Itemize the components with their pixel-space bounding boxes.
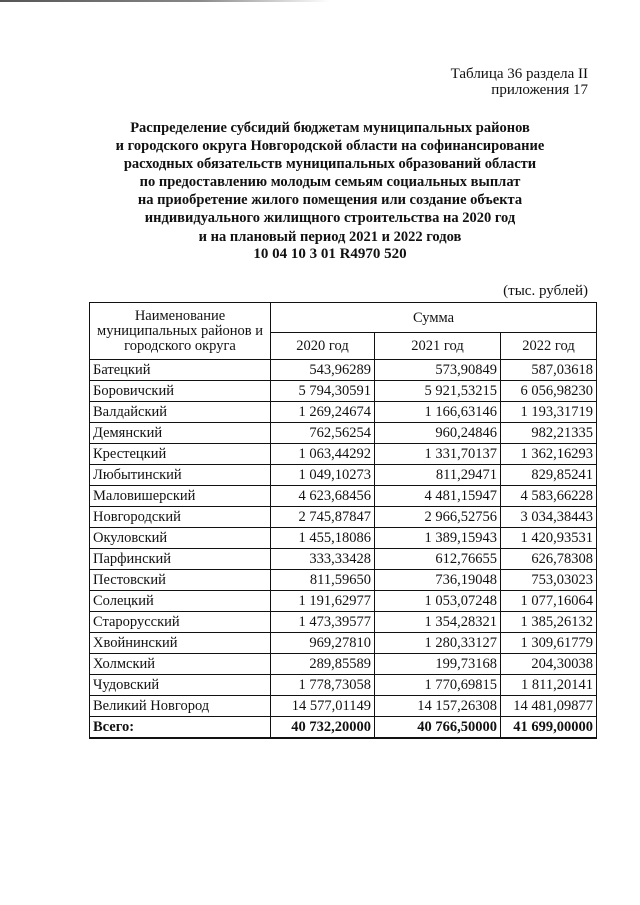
amount-cell-2022: 753,03023 [501, 570, 597, 591]
amount-cell-2022: 1 362,16293 [501, 444, 597, 465]
amount-cell-2022: 1 309,61779 [501, 633, 597, 654]
amount-cell-2021: 811,29471 [375, 465, 501, 486]
subsidy-table [89, 302, 597, 739]
district-name-cell: Валдайский [90, 402, 271, 423]
district-name-cell: Всего: [90, 717, 271, 739]
amount-cell-2021: 1 331,70137 [375, 444, 501, 465]
title-line: расходных обязательств муниципальных образований области [123, 156, 537, 173]
table-row [90, 507, 597, 528]
amount-cell-2020: 1 191,62977 [271, 591, 375, 612]
district-name-cell: Крестецкий [90, 444, 271, 465]
district-name-cell: Маловишерский [90, 486, 271, 507]
amount-cell-2021: 1 053,07248 [375, 591, 501, 612]
district-name-cell: Великий Новгород [90, 696, 271, 717]
amount-cell-2020: 1 455,18086 [271, 528, 375, 549]
amount-cell-2022: 626,78308 [501, 549, 597, 570]
amount-cell-2021: 40 766,50000 [375, 717, 501, 739]
amount-cell-2022: 1 077,16064 [501, 591, 597, 612]
column-header-name: Наименование муниципальных районов и городского округа [90, 303, 271, 360]
amount-cell-2021: 573,90849 [375, 360, 501, 381]
district-name-cell: Старорусский [90, 612, 271, 633]
amount-cell-2022: 204,30038 [501, 654, 597, 675]
district-name-cell: Боровичский [90, 381, 271, 402]
amount-cell-2022: 1 420,93531 [501, 528, 597, 549]
amount-cell-2020: 2 745,87847 [271, 507, 375, 528]
amount-cell-2020: 543,96289 [271, 360, 375, 381]
amount-cell-2020: 1 778,73058 [271, 675, 375, 696]
amount-cell-2022: 587,03618 [501, 360, 597, 381]
amount-cell-2020: 1 049,10273 [271, 465, 375, 486]
unit-label: (тыс. рублей) [503, 283, 588, 299]
district-name-cell: Любытинский [90, 465, 271, 486]
amount-cell-2021: 5 921,53215 [375, 381, 501, 402]
district-name-cell: Холмский [90, 654, 271, 675]
district-name-cell: Хвойнинский [90, 633, 271, 654]
amount-cell-2020: 5 794,30591 [271, 381, 375, 402]
title-line: на приобретение жилого помещения или создание объекта [137, 192, 523, 209]
amount-cell-2021: 14 157,26308 [375, 696, 501, 717]
amount-cell-2021: 1 166,63146 [375, 402, 501, 423]
amount-cell-2022: 982,21335 [501, 423, 597, 444]
amount-cell-2022: 1 811,20141 [501, 675, 597, 696]
table-row [90, 654, 597, 675]
amount-cell-2021: 1 354,28321 [375, 612, 501, 633]
amount-cell-2021: 1 280,33127 [375, 633, 501, 654]
table-row [90, 591, 597, 612]
table-row [90, 465, 597, 486]
reference-line-1: Таблица 36 раздела II [450, 66, 588, 82]
column-header-2022: 2022 год [501, 333, 597, 360]
amount-cell-2021: 4 481,15947 [375, 486, 501, 507]
amount-cell-2021: 960,24846 [375, 423, 501, 444]
column-header-2020: 2020 год [271, 333, 375, 360]
amount-cell-2020: 289,85589 [271, 654, 375, 675]
amount-cell-2020: 1 063,44292 [271, 444, 375, 465]
amount-cell-2021: 1 389,15943 [375, 528, 501, 549]
district-name-cell: Пестовский [90, 570, 271, 591]
amount-cell-2022: 41 699,00000 [501, 717, 597, 739]
total-row [90, 717, 597, 739]
district-name-cell: Новгородский [90, 507, 271, 528]
amount-cell-2020: 1 473,39577 [271, 612, 375, 633]
table-row [90, 612, 597, 633]
district-name-cell: Чудовский [90, 675, 271, 696]
document-title [60, 119, 600, 246]
amount-cell-2021: 2 966,52756 [375, 507, 501, 528]
amount-cell-2022: 3 034,38443 [501, 507, 597, 528]
district-name-cell: Окуловский [90, 528, 271, 549]
amount-cell-2021: 736,19048 [375, 570, 501, 591]
column-header-sum: Сумма [271, 303, 597, 333]
amount-cell-2020: 811,59650 [271, 570, 375, 591]
title-line: и на плановый период 2021 и 2022 годов [198, 228, 462, 245]
amount-cell-2022: 14 481,09877 [501, 696, 597, 717]
scan-artifact-line [0, 0, 330, 2]
table-body [90, 360, 597, 739]
table-row [90, 528, 597, 549]
amount-cell-2021: 1 770,69815 [375, 675, 501, 696]
district-name-cell: Парфинский [90, 549, 271, 570]
table-row [90, 360, 597, 381]
table-row [90, 402, 597, 423]
amount-cell-2020: 14 577,01149 [271, 696, 375, 717]
table-row [90, 696, 597, 717]
amount-cell-2020: 762,56254 [271, 423, 375, 444]
table-reference [451, 66, 588, 98]
title-line: по предоставлению молодым семьям социальных выплат [139, 174, 521, 191]
amount-cell-2022: 1 193,31719 [501, 402, 597, 423]
column-header-2021: 2021 год [375, 333, 501, 360]
amount-cell-2020: 333,33428 [271, 549, 375, 570]
table-row [90, 570, 597, 591]
amount-cell-2021: 612,76655 [375, 549, 501, 570]
amount-cell-2020: 40 732,20000 [271, 717, 375, 739]
table-row [90, 423, 597, 444]
table-row [90, 549, 597, 570]
table-row [90, 486, 597, 507]
amount-cell-2022: 4 583,66228 [501, 486, 597, 507]
amount-cell-2020: 1 269,24674 [271, 402, 375, 423]
budget-code: 10 04 10 3 01 R4970 520 [253, 246, 407, 262]
amount-cell-2022: 1 385,26132 [501, 612, 597, 633]
title-line: Распределение субсидий бюджетам муниципальных районов [130, 120, 530, 136]
table-row [90, 633, 597, 654]
district-name-cell: Демянский [90, 423, 271, 444]
amount-cell-2022: 6 056,98230 [501, 381, 597, 402]
amount-cell-2020: 969,27810 [271, 633, 375, 654]
amount-cell-2022: 829,85241 [501, 465, 597, 486]
reference-line-2: приложения 17 [491, 82, 588, 98]
title-line: и городского округа Новгородской области на софинансирование [115, 138, 545, 155]
title-line: индивидуального жилищного строительства на 2020 год [144, 210, 516, 227]
table-row [90, 381, 597, 402]
district-name-cell: Батецкий [90, 360, 271, 381]
table-row [90, 444, 597, 465]
amount-cell-2020: 4 623,68456 [271, 486, 375, 507]
amount-cell-2021: 199,73168 [375, 654, 501, 675]
district-name-cell: Солецкий [90, 591, 271, 612]
table-row [90, 675, 597, 696]
